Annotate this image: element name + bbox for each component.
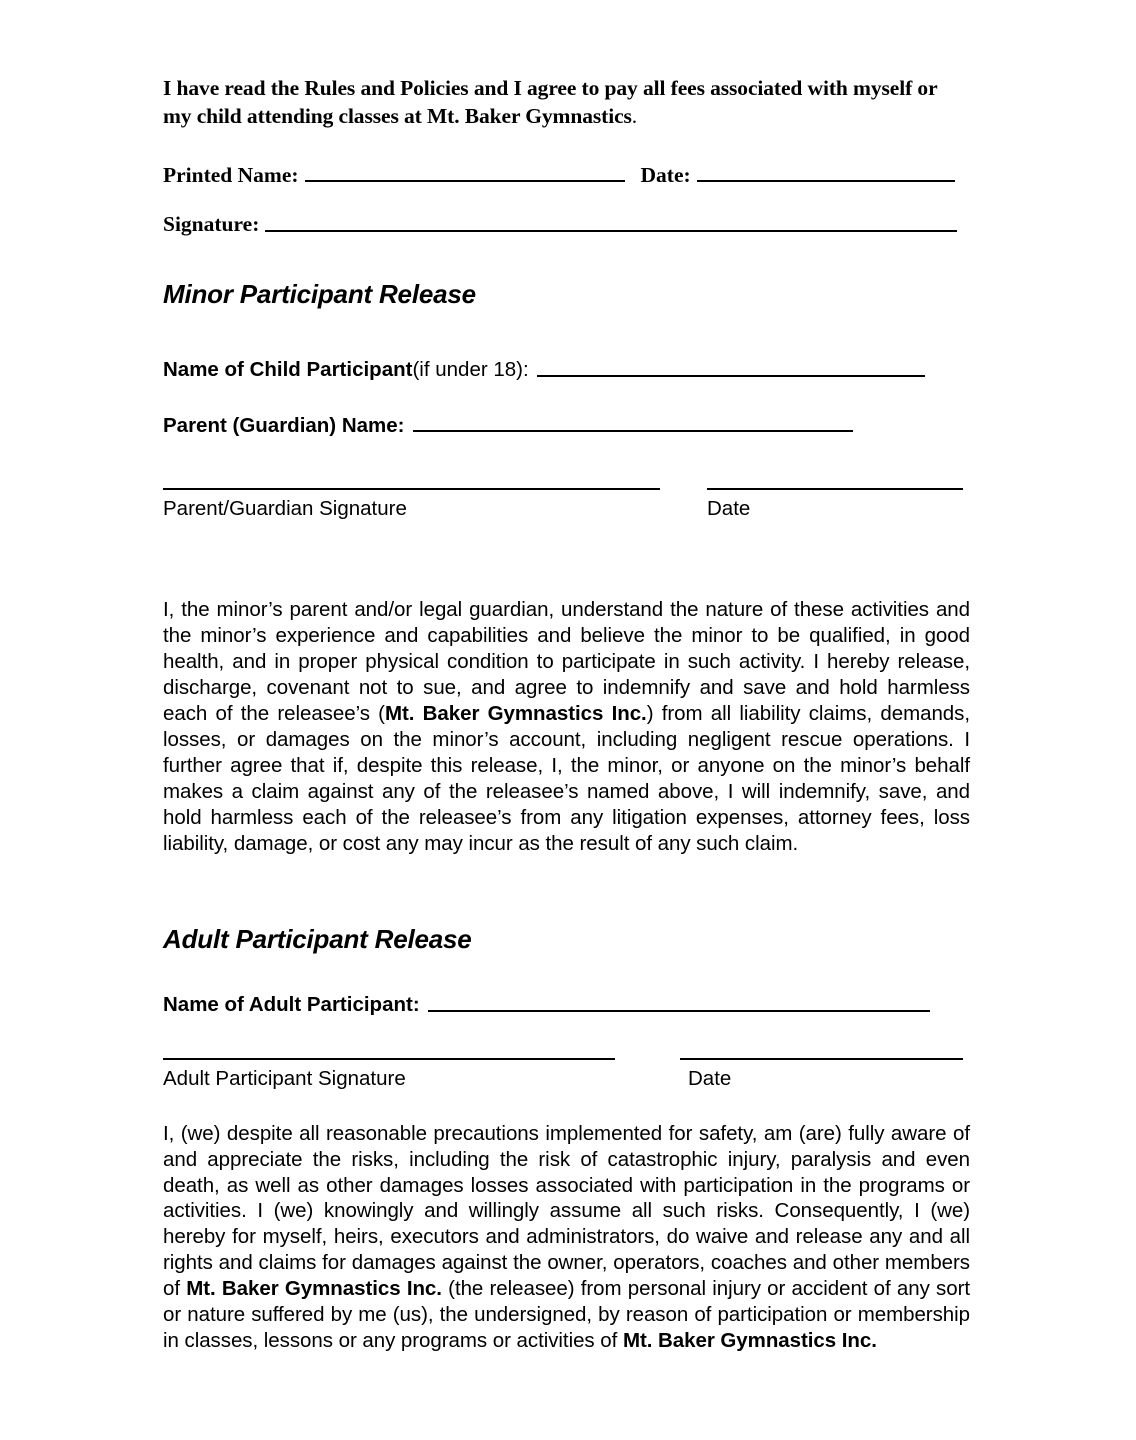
- adult-signature-block: [163, 1058, 970, 1095]
- parent-signature-caption: Parent/Guardian Signature: [163, 497, 407, 521]
- minor-signature-rules: [163, 488, 970, 491]
- signature-label: Signature:: [163, 212, 260, 237]
- adult-signature-rules: [163, 1058, 970, 1061]
- adult-signature-captions: [163, 1066, 970, 1095]
- parent-name-label: Parent (Guardian) Name:: [163, 413, 405, 437]
- adult-paragraph-part1: I, (we) despite all reasonable precautions implemented for safety, am (are) fully aware of and appreciate the risks, including the risk of catastrophic injury, paralysis and even death, as well as other damages losses associated with participation in the programs or activities. I (we) knowingly and willingly assume all such risks. Consequently, I (we) hereby for myself, heirs, executors and administrators, do waive and release any and all rights and claims for damages against the owner, operators, coaches and other members of: [163, 1121, 970, 1301]
- parent-signature-input[interactable]: [163, 488, 660, 490]
- signature-row: [163, 214, 970, 236]
- child-name-input[interactable]: [537, 375, 925, 377]
- adult-signature-input[interactable]: [163, 1058, 615, 1060]
- parent-signature-date-input[interactable]: [707, 488, 963, 490]
- child-name-row: [163, 360, 970, 381]
- adult-paragraph-org-name-1: Mt. Baker Gymnastics Inc.: [186, 1277, 442, 1301]
- adult-release-paragraph: [163, 1121, 970, 1354]
- minor-paragraph-part2: ) from all liability claims, demands, losses, or damages on the minor’s account, including negligent rescue operations. I further agree that if, despite this release, I, the minor, or anyone on the minor’s behalf makes a claim against any of the releasee’s named above, I will indemnify, save, and hold harmless each of the releasee’s from any litigation expenses, attorney fees, loss liability, damage, or cost any may incur as the result of any such claim.: [163, 702, 970, 855]
- minor-section-heading: Minor Participant Release: [163, 278, 476, 309]
- document-content: [163, 74, 970, 1354]
- adult-signature-caption: Adult Participant Signature: [163, 1066, 406, 1090]
- adult-section-heading: Adult Participant Release: [163, 923, 472, 954]
- minor-paragraph-part1: I, the minor’s parent and/or legal guardian, understand the nature of these activities and the minor’s experience and capabilities and believe the minor to be qualified, in good health, and in proper physical condition to participate in such activity. I hereby release, discharge, covenant not to sue, and agree to indemnify and save and hold harmless each of the releasee’s (: [163, 598, 970, 726]
- agreement-intro-paragraph: [163, 74, 970, 131]
- child-name-label-bold: Name of Child Participant: [163, 358, 413, 382]
- agreement-date-input[interactable]: [697, 180, 955, 182]
- minor-signature-captions: [163, 499, 970, 525]
- adult-name-row: [163, 995, 970, 1016]
- adult-paragraph-org-name-2: Mt. Baker Gymnastics Inc.: [622, 1329, 877, 1353]
- adult-name-input[interactable]: [428, 1010, 930, 1012]
- minor-paragraph-org-name: Mt. Baker Gymnastics Inc.: [384, 702, 647, 726]
- agreement-date-label: Date:: [640, 162, 691, 187]
- parent-signature-date-caption: Date: [707, 497, 751, 521]
- parent-name-input[interactable]: [413, 430, 853, 432]
- section-spacer: [163, 857, 970, 925]
- agreement-intro-text: I have read the Rules and Policies and I agree to pay all fees associated with myself or my child attending classes at Mt. Baker Gymnastics: [163, 76, 938, 129]
- printed-name-input[interactable]: [305, 180, 625, 182]
- signature-input[interactable]: [265, 230, 957, 232]
- minor-release-paragraph: [163, 597, 970, 856]
- minor-signature-block: [163, 488, 970, 525]
- adult-name-label: Name of Adult Participant:: [163, 993, 420, 1017]
- child-name-label-qualifier: (if under 18):: [412, 358, 529, 382]
- adult-paragraph-part2: (the releasee) from personal injury or accident of any sort or nature suffered by me (us), the undersigned, by reason of participation or membership in classes, lessons or any programs or activities of: [163, 1277, 970, 1353]
- printed-name-label: Printed Name:: [163, 162, 299, 187]
- parent-name-row: [163, 413, 970, 437]
- adult-signature-date-input[interactable]: [680, 1058, 963, 1060]
- agreement-intro-period: .: [631, 104, 638, 129]
- printed-name-row: [163, 162, 970, 187]
- adult-signature-date-caption: Date: [688, 1066, 732, 1090]
